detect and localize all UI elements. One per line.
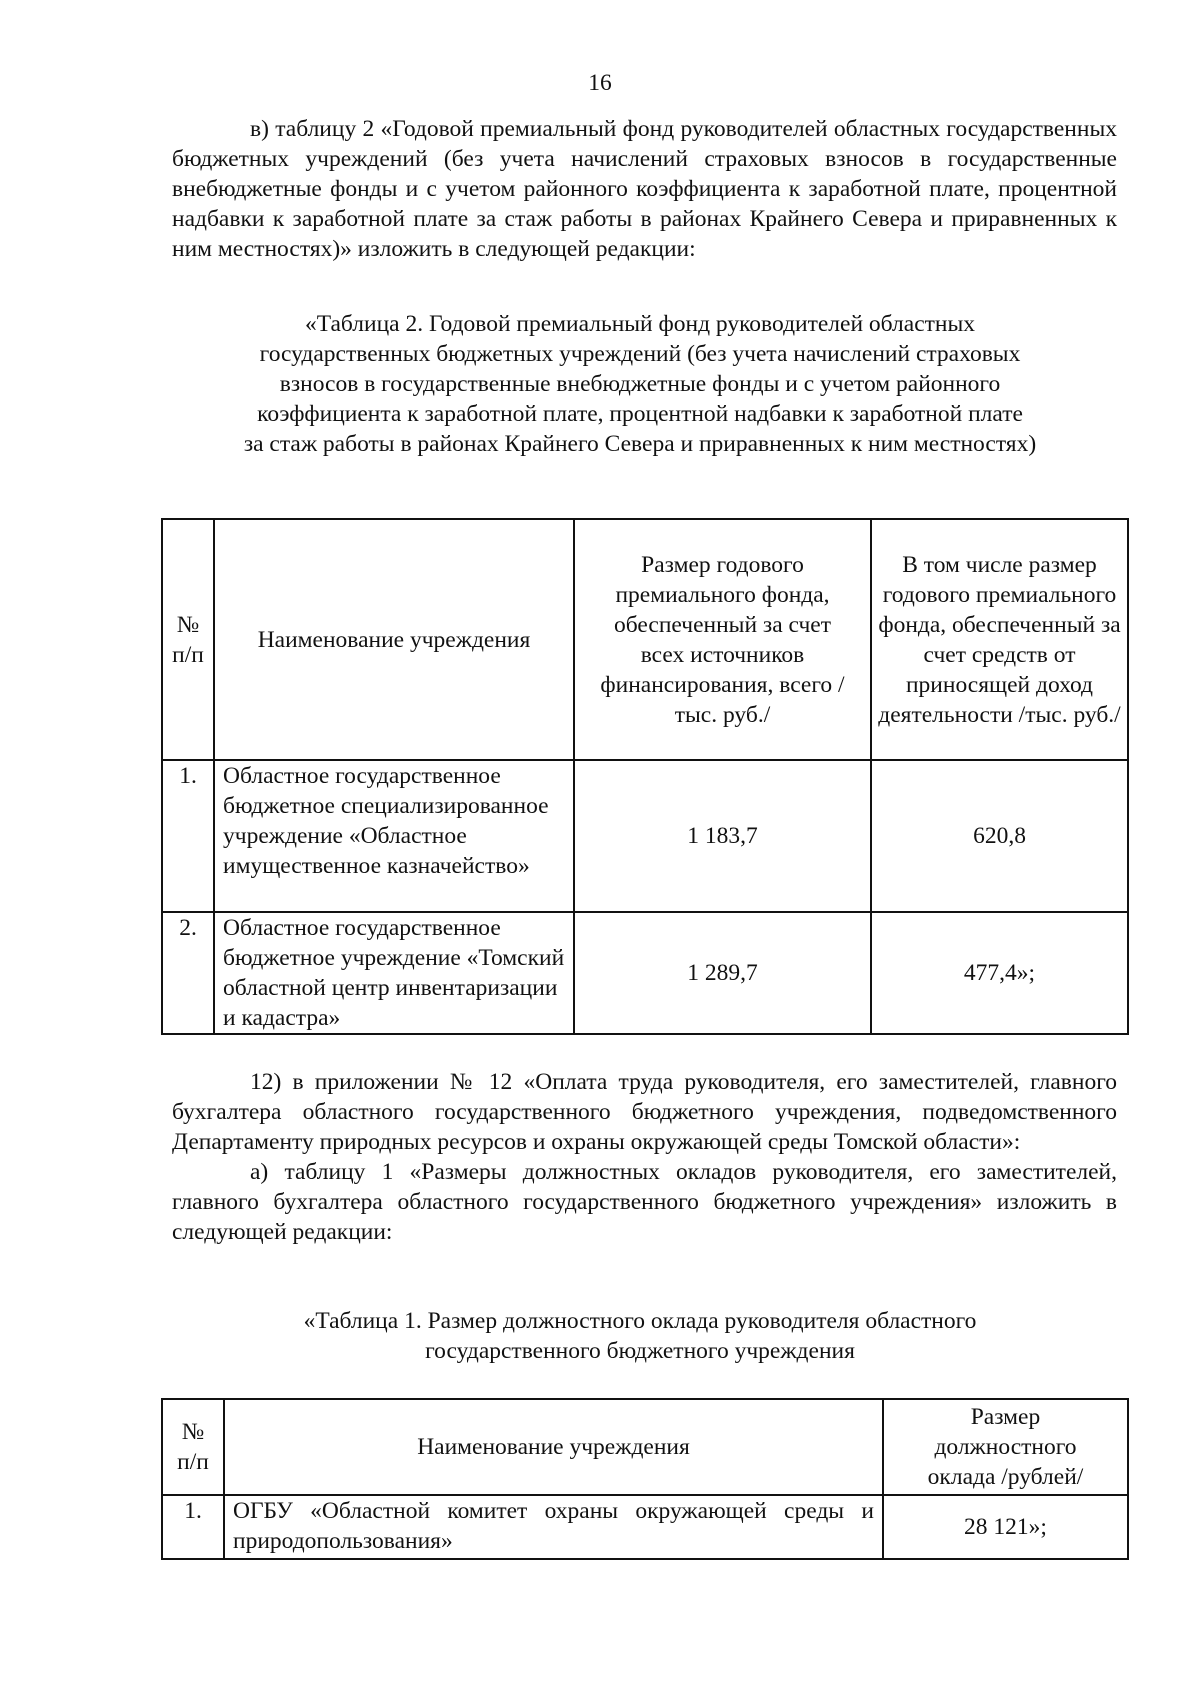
table-row — [162, 1495, 1128, 1559]
table2-caption-line: государственных бюджетных учреждений (без учета начислений страховых — [259, 341, 1021, 367]
table2-header-income: В том числе размер годового премиального фонда, обеспеченный за счет средств от приносящей доход деятельности /тыс. руб./ — [871, 519, 1128, 760]
table1-header-name: Наименование учреждения — [224, 1399, 883, 1495]
table2-row-total: 1 289,7 — [574, 912, 871, 1034]
table2-row-name: Областное государственное бюджетное специализированное учреждение «Областное имущественное казначейство» — [214, 760, 574, 912]
table2-header-total: Размер годового премиального фонда, обеспеченный за счет всех источников финансирования, всего /тыс. руб./ — [574, 519, 871, 760]
table1-header-salary: Размер должностного оклада /рублей/ — [883, 1399, 1128, 1495]
table2-caption-line: коэффициента к заработной плате, процентной надбавки к заработной плате — [257, 401, 1023, 427]
table2 — [161, 518, 1129, 1035]
table1-caption-line: государственного бюджетного учреждения — [425, 1338, 855, 1364]
table-row — [162, 912, 1128, 1034]
table2-row-num: 2. — [162, 912, 214, 1034]
table2-header-name: Наименование учреждения — [214, 519, 574, 760]
table1-caption-line: «Таблица 1. Размер должностного оклада руководителя областного — [303, 1308, 977, 1334]
paragraph-v — [172, 114, 1117, 264]
table2-caption-line: за стаж работы в районах Крайнего Севера и приравненных к ним местностях) — [243, 431, 1037, 457]
table2-row-num: 1. — [162, 760, 214, 912]
paragraph-a-text: а) таблицу 1 «Размеры должностных окладов руководителя, его заместителей, главного бухгалтера областного государственного бюджетного учреждения» изложить в следующей редакции: — [172, 1159, 1117, 1245]
table2-caption-line: «Таблица 2. Годовой премиальный фонд руководителей областных — [304, 311, 976, 337]
table1-header-row — [162, 1399, 1128, 1495]
table2-row-name: Областное государственное бюджетное учреждение «Томский областной центр инвентаризации и кадастра» — [214, 912, 574, 1034]
table1-row-num: 1. — [162, 1495, 224, 1559]
table2-row-income: 620,8 — [871, 760, 1128, 912]
page-number: 16 — [588, 70, 612, 96]
table2-row-income: 477,4»; — [871, 912, 1128, 1034]
paragraph-12 — [172, 1067, 1117, 1247]
table1-row-salary: 28 121»; — [883, 1495, 1128, 1559]
paragraph-12-text: 12) в приложении № 12 «Оплата труда руководителя, его заместителей, главного бухгалтера областного государственного бюджетного учреждения, подведомственного Департаменту природных ресурсов и охраны окружающей среды Томской области»: — [172, 1069, 1117, 1155]
table2-header-row — [162, 519, 1128, 760]
table1-caption — [160, 1306, 1120, 1366]
table1-row-name: ОГБУ «Областной комитет охраны окружающей среды и природопользования» — [224, 1495, 883, 1559]
paragraph-v-text: в) таблицу 2 «Годовой премиальный фонд руководителей областных государственных бюджетных учреждений (без учета начислений страховых взносов в государственные внебюджетные фонды и с учетом районного коэффициента к заработной плате, процентной надбавки к заработной плате за стаж работы в районах Крайнего Севера и приравненных к ним местностях)» изложить в следующей редакции: — [172, 116, 1117, 262]
table2-caption-line: взносов в государственные внебюджетные фонды и с учетом районного — [279, 371, 1001, 397]
table-row — [162, 760, 1128, 912]
table1 — [161, 1398, 1129, 1560]
table2-row-total: 1 183,7 — [574, 760, 871, 912]
table2-caption — [160, 309, 1120, 459]
table1-header-num: № п/п — [162, 1399, 224, 1495]
table2-header-num: № п/п — [162, 519, 214, 760]
